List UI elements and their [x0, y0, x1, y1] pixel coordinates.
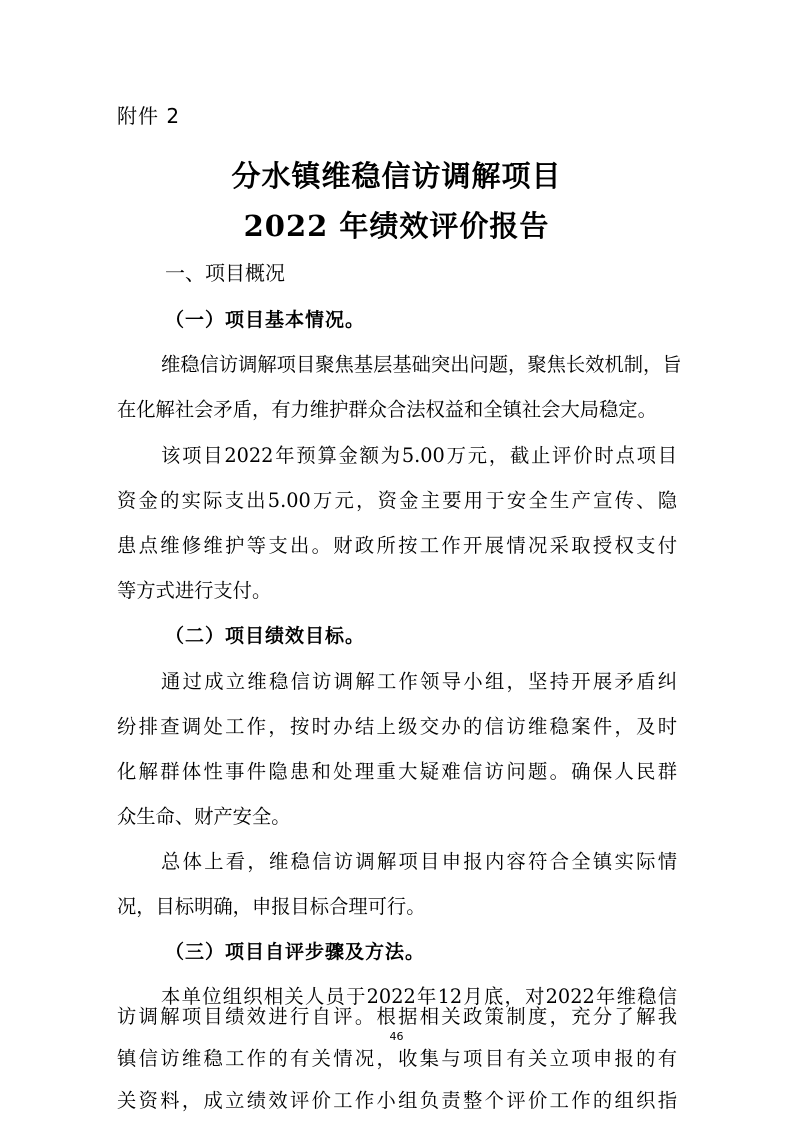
subsection-heading-self-evaluation: （三）项目自评步骤及方法。: [165, 941, 426, 963]
paragraph-line: 镇信访维稳工作的有关情况，收集与项目有关立项申报的有: [117, 1047, 677, 1070]
paragraph-line: 访调解项目绩效进行自评。根据相关政策制度，充分了解我: [117, 1005, 677, 1028]
paragraph-line: 纷排查调处工作，按时办结上级交办的信访维稳案件，及时: [117, 715, 677, 738]
page-number: 46: [389, 1030, 404, 1043]
document-title-line-1: 分水镇维稳信访调解项目: [231, 159, 562, 193]
document-title-line-2: 2022 年绩效评价报告: [243, 209, 550, 243]
paragraph-line: 等方式进行支付。: [117, 579, 272, 602]
subsection-heading-performance-goals: （二）项目绩效目标。: [165, 625, 366, 647]
paragraph-line: 众生命、财产安全。: [117, 805, 291, 828]
paragraph-line: 本单位组织相关人员于2022年12月底，对2022年维稳信: [161, 985, 677, 1008]
paragraph-line: 患点维修维护等支出。财政所按工作开展情况采取授权支付: [117, 534, 677, 557]
subsection-heading-basic-info: （一）项目基本情况。: [165, 309, 366, 331]
paragraph-line: 况，目标明确，申报目标合理可行。: [117, 895, 426, 918]
section-heading-project-overview: 一、项目概况: [165, 261, 285, 285]
paragraph-line: 总体上看，维稳信访调解项目申报内容符合全镇实际情: [161, 850, 677, 873]
attachment-label: 附件 2: [117, 104, 181, 128]
paragraph-line: 资金的实际支出5.00万元，资金主要用于安全生产宣传、隐: [117, 489, 677, 512]
paragraph-line: 在化解社会矛盾，有力维护群众合法权益和全镇社会大局稳定。: [117, 398, 657, 421]
paragraph-line: 关资料，成立绩效评价工作小组负责整个评价工作的组织指: [117, 1089, 677, 1112]
paragraph-line: 通过成立维稳信访调解工作领导小组，坚持开展矛盾纠: [161, 670, 677, 693]
paragraph-line: 该项目2022年预算金额为5.00万元，截止评价时点项目: [161, 444, 677, 467]
paragraph-line: 化解群体性事件隐患和处理重大疑难信访问题。确保人民群: [117, 760, 677, 783]
paragraph-line: 维稳信访调解项目聚焦基层基础突出问题，聚焦长效机制，旨: [161, 353, 682, 376]
